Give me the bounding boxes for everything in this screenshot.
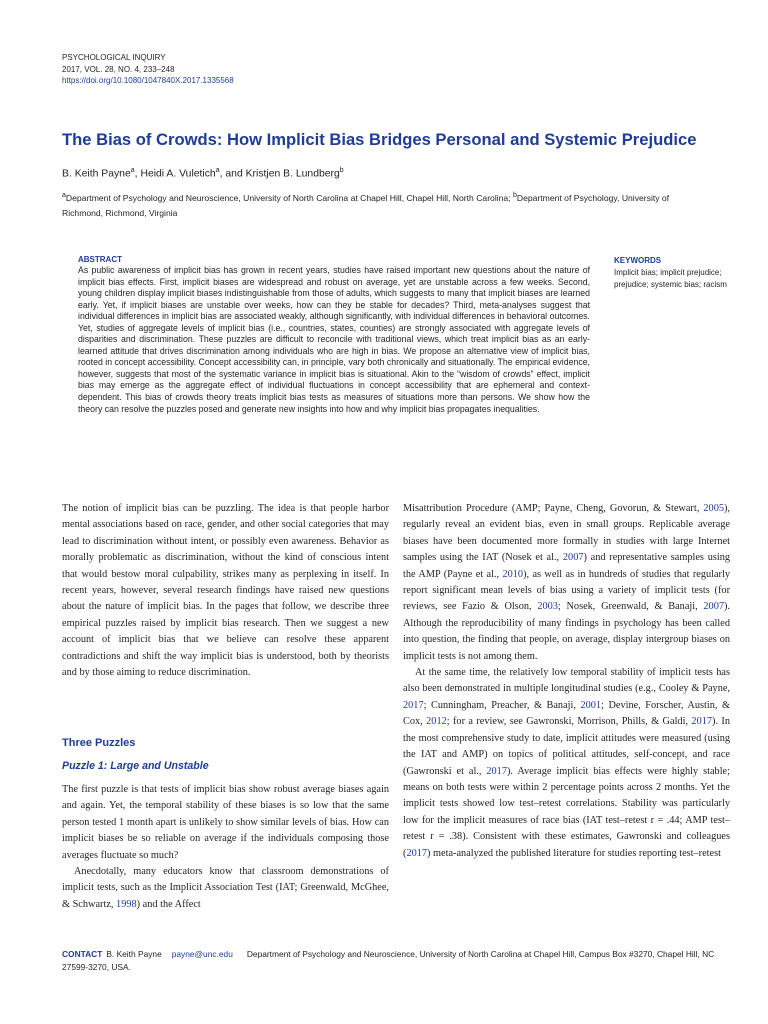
contact-name: B. Keith Payne xyxy=(106,949,162,959)
citation-link[interactable]: 2007 xyxy=(703,601,724,613)
citation-link[interactable]: 2001 xyxy=(580,699,602,711)
citation-link[interactable]: 2017 xyxy=(486,765,507,777)
statistic: r = .38 xyxy=(430,831,463,843)
section-heading: Three Puzzles xyxy=(62,737,136,749)
contact-address: Department of Psychology and Neuroscience, University of North Carolina at Chapel Hill, Campus Box #3270, Chapel Hill, NC 27599-3270, USA. xyxy=(62,949,715,972)
affiliation-marker: a xyxy=(215,167,220,174)
citation-link[interactable]: 1998 xyxy=(116,898,137,910)
affiliation-a: Department of Psychology and Neuroscience, University of North Carolina at Chapel Hill, Chapel Hill, North Carolina; xyxy=(65,192,513,203)
contact-email[interactable]: payne@unc.edu xyxy=(171,949,233,959)
citation-link[interactable]: 2007 xyxy=(562,552,584,564)
author-name: Kristjen B. Lundberg xyxy=(245,168,340,180)
body-paragraph: Misattribution Procedure (AMP; Payne, Cheng, Govorun, & Stewart, 2005), regularly reveal an evident bias, even in small groups. Replicable average biases have been documented more formally in studies with large Internet samples using the IAT (Nosek et al., 2007) and representative samples using the AMP (Payne et al., 2010), as well as in hundreds of studies that regularly report significant mean levels of bias using a variety of implicit tests (for reviews, see Fazio & Olson, 2003; Nosek, Greenwald, & Banaji, 2007). Although the reproducibility of many findings in psychology has been called into question, the finding that people, on average, display intergroup biases on implicit tests is not among them. xyxy=(403,503,731,662)
doi-link[interactable]: https://doi.org/10.1080/1047840X.2017.1335568 xyxy=(62,76,234,85)
contact-footer xyxy=(62,948,722,974)
abstract-text: As public awareness of implicit bias has grown in recent years, studies have raised important new questions about the nature of implicit bias effects. First, implicit biases are widespread and robust on average, yet are unstable across a few weeks. Second, young children display implicit biases indistinguishable from those of adults, which suggests to many that implicit biases are learned early. Yet, if implicit biases are unstable over weeks, how can they be stable for decades? Third, meta-analyses suggest that individual differences in implicit bias are associated weakly, although significantly, with individual differences in behavioral outcomes. Yet, studies of aggregate levels of implicit bias (i.e., countries, states, counties) are strongly associated with aggregate levels of disparities and discrimination. These puzzles are difficult to reconcile with traditional views, which treat implicit bias as an early-learned attitude that drives discrimination among individuals who are high in bias. We propose an alternative view of implicit bias, rooted in concept accessibility. Concept accessibility can, in principle, vary both chronically and situationally. The empirical evidence, however, suggests that most of the systematic variance in implicit bias is situational. Akin to the “wisdom of crowds” effect, implicit bias may emerge as the aggregate effect of individual fluctuations in concept accessibility that are ephemeral and context-dependent. This bias of crowds theory treats implicit bias tests as measures of situations more than persons. We show how the theory can resolve the puzzles posed and generate new insights into how and why implicit bias propagates inequalities. xyxy=(78,265,590,414)
journal-name: PSYCHOLOGICAL INQUIRY xyxy=(62,53,166,62)
citation-link[interactable]: 2017 xyxy=(406,847,428,859)
affiliations: $^a$Department of Psychology and Neuroscience, University of North Carolina at Chapel Hill, Chapel Hill, North Carolina; $^b$Department of Psychology, University of Richmond, Richmond, Virginia xyxy=(62,192,670,218)
author-name: B. Keith Payne xyxy=(62,168,131,180)
citation-link[interactable]: 2005 xyxy=(703,503,724,514)
subsection-heading: Puzzle 1: Large and Unstable xyxy=(62,760,209,772)
affiliation-marker: a xyxy=(130,167,135,174)
citation-link[interactable]: 2017 xyxy=(691,716,713,728)
author-name: Heidi A. Vuletich xyxy=(140,168,216,180)
intro-paragraph: The notion of implicit bias can be puzzling. The idea is that people harbor mental associations based on race, gender, and other social categories that may lead to discrimination without intent, or possibly even awareness. Behavior as morally problematic as discrimination, without the kind of conscious intent that would bestow moral culpability, strikes many as perplexing in itself. In recent years, however, several research findings have raised new questions about the nature of implicit bias. In the pages that follow, we describe three empirical puzzles raised by implicit bias research. Then we suggest a new account of implicit bias that we believe can resolve these apparent contradictions and shift the way implicit bias is understood, both by theorists and by those aiming to reduce discrimination. xyxy=(62,503,389,679)
affiliation-b: Department of Psychology, University of Richmond, Richmond, Virginia xyxy=(62,192,670,218)
citation-link[interactable]: 2010 xyxy=(502,568,524,580)
keywords-label: KEYWORDS xyxy=(614,256,662,265)
journal-header xyxy=(62,52,234,87)
body-paragraph: Anecdotally, many educators know that classroom demonstrations of implicit tests, such as the Implicit Association Test (IAT; Greenwald, McGhee, & Schwartz, 1998) and the Affect xyxy=(62,866,389,910)
citation-link[interactable]: 2012 xyxy=(426,716,447,728)
left-column-intro xyxy=(62,501,389,681)
body-paragraph: At the same time, the relatively low temporal stability of implicit tests has also been demonstrated in multiple longitudinal studies (e.g., Cooley & Payne, 2017; Cunningham, Preacher, & Banaji, 2001; Devine, Forscher, Austin, & Cox, 2012; for a review, see Gawronski, Morrison, Phills, & Galdi, 2017). In the most comprehensive study to date, implicit attitudes were measured (using the IAT and AMP) on topics of political attitudes, self-concept, and race (Gawronski et al., 2017). Average implicit bias effects were highly stable; means on both tests were within 2 percentage points across 2 months. Yet the implicit tests showed low test–retest correlations. Stability was particularly low for the implicit measures of race bias (IAT test–retest r = .44; AMP test–retest r = .38). Consistent with these estimates, Gawronski and colleagues (2017) meta-analyzed the published literature for studies reporting test–retest xyxy=(403,667,730,859)
body-paragraph: The first puzzle is that tests of implicit bias show robust average biases again and again. Yet, the temporal stability of these biases is so low that the same person tested 1 month apart is unlikely to show similar levels of bias. How can implicit biases be so reliable on average if the individuals composing those averages fluctuate so much? xyxy=(62,784,389,861)
abstract-label: ABSTRACT xyxy=(78,255,122,264)
left-column-body xyxy=(62,782,389,913)
statistic: r = .44 xyxy=(650,814,680,826)
article-title: The Bias of Crowds: How Implicit Bias Bridges Personal and Systemic Prejudice xyxy=(62,130,697,149)
right-column-body xyxy=(403,501,730,862)
affiliation-marker: b xyxy=(339,167,344,174)
contact-label: CONTACT xyxy=(62,949,103,959)
citation: 2017, VOL. 28, NO. 4, 233–248 xyxy=(62,64,175,74)
citation-link[interactable]: 2017 xyxy=(403,699,424,711)
author-list: B. Keith Payne$^a$, Heidi A. Vuletich$^a$, and Kristjen B. Lundberg$^b$ xyxy=(62,167,344,180)
keywords-text: Implicit bias; implicit prejudice; prejudice; systemic bias; racism xyxy=(614,268,727,289)
citation-link[interactable]: 2003 xyxy=(537,601,558,613)
